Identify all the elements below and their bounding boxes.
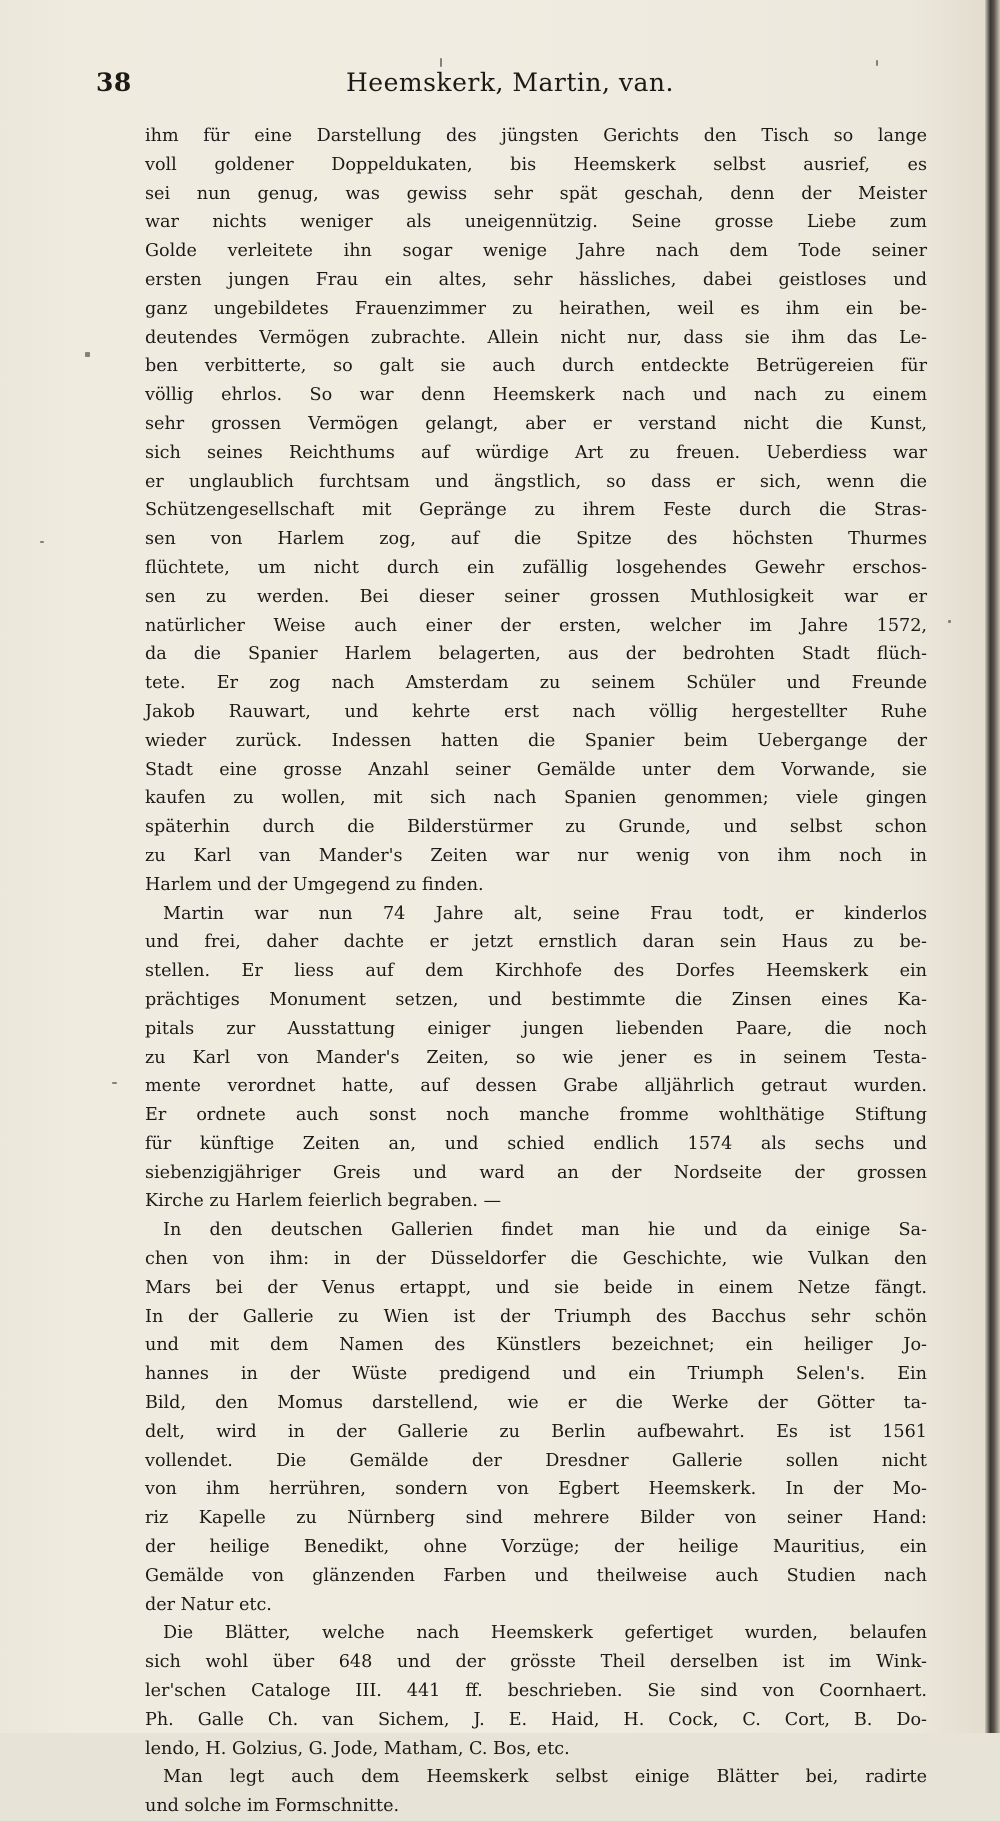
text-line: Stadt eine grosse Anzahl seiner Gemälde unter dem Vorwande, sie <box>145 759 927 780</box>
text-line: kaufen zu wollen, mit sich nach Spanien genommen; viele gingen <box>145 788 927 809</box>
text-line: Man legt auch dem Heemskerk selbst einige Blätter bei, radirte <box>163 1767 927 1788</box>
text-line: chen von ihm: in der Düsseldorfer die Geschichte, wie Vulkan den <box>145 1249 927 1270</box>
text-line: sei nun genug, was gewiss sehr spät geschah, denn der Meister <box>145 183 927 204</box>
text-line: ganz ungebildetes Frauenzimmer zu heirathen, weil es ihm ein be- <box>145 298 927 319</box>
text-line: Mars bei der Venus ertappt, und sie beide in einem Netze fängt. <box>145 1277 927 1298</box>
text-line: Kirche zu Harlem feierlich begraben. — <box>145 1191 502 1212</box>
text-line: und mit dem Namen des Künstlers bezeichnet; ein heiliger Jo- <box>145 1335 927 1356</box>
text-line: völlig ehrlos. So war denn Heemskerk nach und nach zu einem <box>145 385 927 406</box>
text-line: siebenzigjähriger Greis und ward an der Nordseite der grossen <box>145 1162 927 1183</box>
text-line: Harlem und der Umgegend zu finden. <box>145 874 484 895</box>
text-line: und frei, daher dachte er jetzt ernstlich daran sein Haus zu be- <box>145 932 927 953</box>
text-line: Er ordnete auch sonst noch manche fromme wohlthätige Stiftung <box>145 1105 927 1126</box>
text-line: Ph. Galle Ch. van Sichem, J. E. Haid, H. Cock, C. Cort, B. Do- <box>145 1709 927 1730</box>
text-line: prächtiges Monument setzen, und bestimmte die Zinsen eines Ka- <box>145 989 927 1010</box>
running-head-title: Heemskerk, Martin, van. <box>346 68 674 97</box>
text-line: ersten jungen Frau ein altes, sehr hässliches, dabei geistloses und <box>145 269 927 290</box>
text-line: Die Blätter, welche nach Heemskerk gefertiget wurden, belaufen <box>163 1623 927 1644</box>
text-line: Gemälde von glänzenden Farben und theilweise auch Studien nach <box>145 1565 927 1586</box>
text-line: stellen. Er liess auf dem Kirchhofe des Dorfes Heemskerk ein <box>145 961 927 982</box>
text-line: mente verordnet hatte, auf dessen Grabe alljährlich getraut wurden. <box>145 1076 927 1097</box>
text-line: sen zu werden. Bei dieser seiner grossen Muthlosigkeit war er <box>145 586 927 607</box>
text-line: riz Kapelle zu Nürnberg sind mehrere Bilder von seiner Hand: <box>145 1508 927 1529</box>
text-line: delt, wird in der Gallerie zu Berlin aufbewahrt. Es ist 1561 <box>145 1421 927 1442</box>
text-line: ler'schen Cataloge III. 441 ff. beschrieben. Sie sind von Coornhaert. <box>145 1681 927 1702</box>
text-line: flüchtete, um nicht durch ein zufällig losgehendes Gewehr erschos- <box>145 557 927 578</box>
text-line: voll goldener Doppeldukaten, bis Heemskerk selbst ausrief, es <box>145 154 927 175</box>
ink-speck <box>876 60 878 66</box>
text-line: ihm für eine Darstellung des jüngsten Gerichts den Tisch so lange <box>145 126 927 146</box>
text-line: ben verbitterte, so galt sie auch durch entdeckte Betrügereien für <box>145 356 927 377</box>
text-line: er unglaublich furchtsam und ängstlich, so dass er sich, wenn die <box>145 471 927 492</box>
text-line: tete. Er zog nach Amsterdam zu seinem Schüler und Freunde <box>145 673 927 694</box>
text-line: Golde verleitete ihn sogar wenige Jahre nach dem Tode seiner <box>145 241 927 262</box>
text-line: pitals zur Ausstattung einiger jungen liebenden Paare, die noch <box>145 1018 927 1039</box>
text-line: Schützengesellschaft mit Gepränge zu ihrem Feste durch die Stras- <box>145 500 927 521</box>
ink-speck <box>40 541 44 543</box>
text-line: der heilige Benedikt, ohne Vorzüge; der heilige Mauritius, ein <box>145 1537 927 1558</box>
text-line: und solche im Formschnitte. <box>145 1796 400 1817</box>
text-line: sen von Harlem zog, auf die Spitze des höchsten Thurmes <box>145 529 927 550</box>
page-edge-shadow <box>985 0 1000 1733</box>
text-line: In den deutschen Gallerien findet man hie und da einige Sa- <box>163 1220 927 1241</box>
text-line: natürlicher Weise auch einer der ersten, welcher im Jahre 1572, <box>145 615 927 636</box>
text-line: Bild, den Momus darstellend, wie er die Werke der Götter ta- <box>145 1393 927 1414</box>
ink-speck <box>112 1082 117 1084</box>
text-line: war nichts weniger als uneigennützig. Seine grosse Liebe zum <box>145 212 927 233</box>
body-text <box>145 122 927 1821</box>
text-line: von ihm herrühren, sondern von Egbert Heemskerk. In der Mo- <box>145 1479 927 1500</box>
text-line: sehr grossen Vermögen gelangt, aber er verstand nicht die Kunst, <box>145 413 927 434</box>
ink-speck <box>440 58 442 67</box>
page-number: 38 <box>96 68 132 97</box>
ink-speck <box>85 352 90 357</box>
text-line: deutendes Vermögen zubrachte. Allein nicht nur, dass sie ihm das Le- <box>145 327 927 348</box>
text-line: späterhin durch die Bilderstürmer zu Grunde, und selbst schon <box>145 817 927 838</box>
running-head <box>96 68 896 108</box>
text-line: der Natur etc. <box>145 1594 272 1615</box>
text-line: sich wohl über 648 und der grösste Theil derselben ist im Wink- <box>145 1652 927 1673</box>
text-line: zu Karl von Mander's Zeiten, so wie jener es in seinem Testa- <box>145 1047 927 1068</box>
text-line: für künftige Zeiten an, und schied endlich 1574 als sechs und <box>145 1133 927 1154</box>
text-line: wieder zurück. Indessen hatten die Spanier beim Uebergange der <box>145 730 927 751</box>
text-line: sich seines Reichthums auf würdige Art zu freuen. Ueberdiess war <box>145 442 927 463</box>
text-line: zu Karl van Mander's Zeiten war nur wenig von ihm noch in <box>145 845 927 866</box>
text-line: Martin war nun 74 Jahre alt, seine Frau todt, er kinderlos <box>163 903 927 924</box>
ink-speck <box>948 620 951 623</box>
text-line: vollendet. Die Gemälde der Dresdner Gallerie sollen nicht <box>145 1450 927 1471</box>
text-line: hannes in der Wüste predigend und ein Triumph Selen's. Ein <box>145 1364 927 1385</box>
text-line: da die Spanier Harlem belagerten, aus der bedrohten Stadt flüch- <box>145 644 927 665</box>
text-line: Jakob Rauwart, und kehrte erst nach völlig hergestellter Ruhe <box>145 701 927 722</box>
text-line: In der Gallerie zu Wien ist der Triumph des Bacchus sehr schön <box>145 1306 927 1327</box>
text-line: lendo, H. Golzius, G. Jode, Matham, C. Bos, etc. <box>145 1738 570 1759</box>
